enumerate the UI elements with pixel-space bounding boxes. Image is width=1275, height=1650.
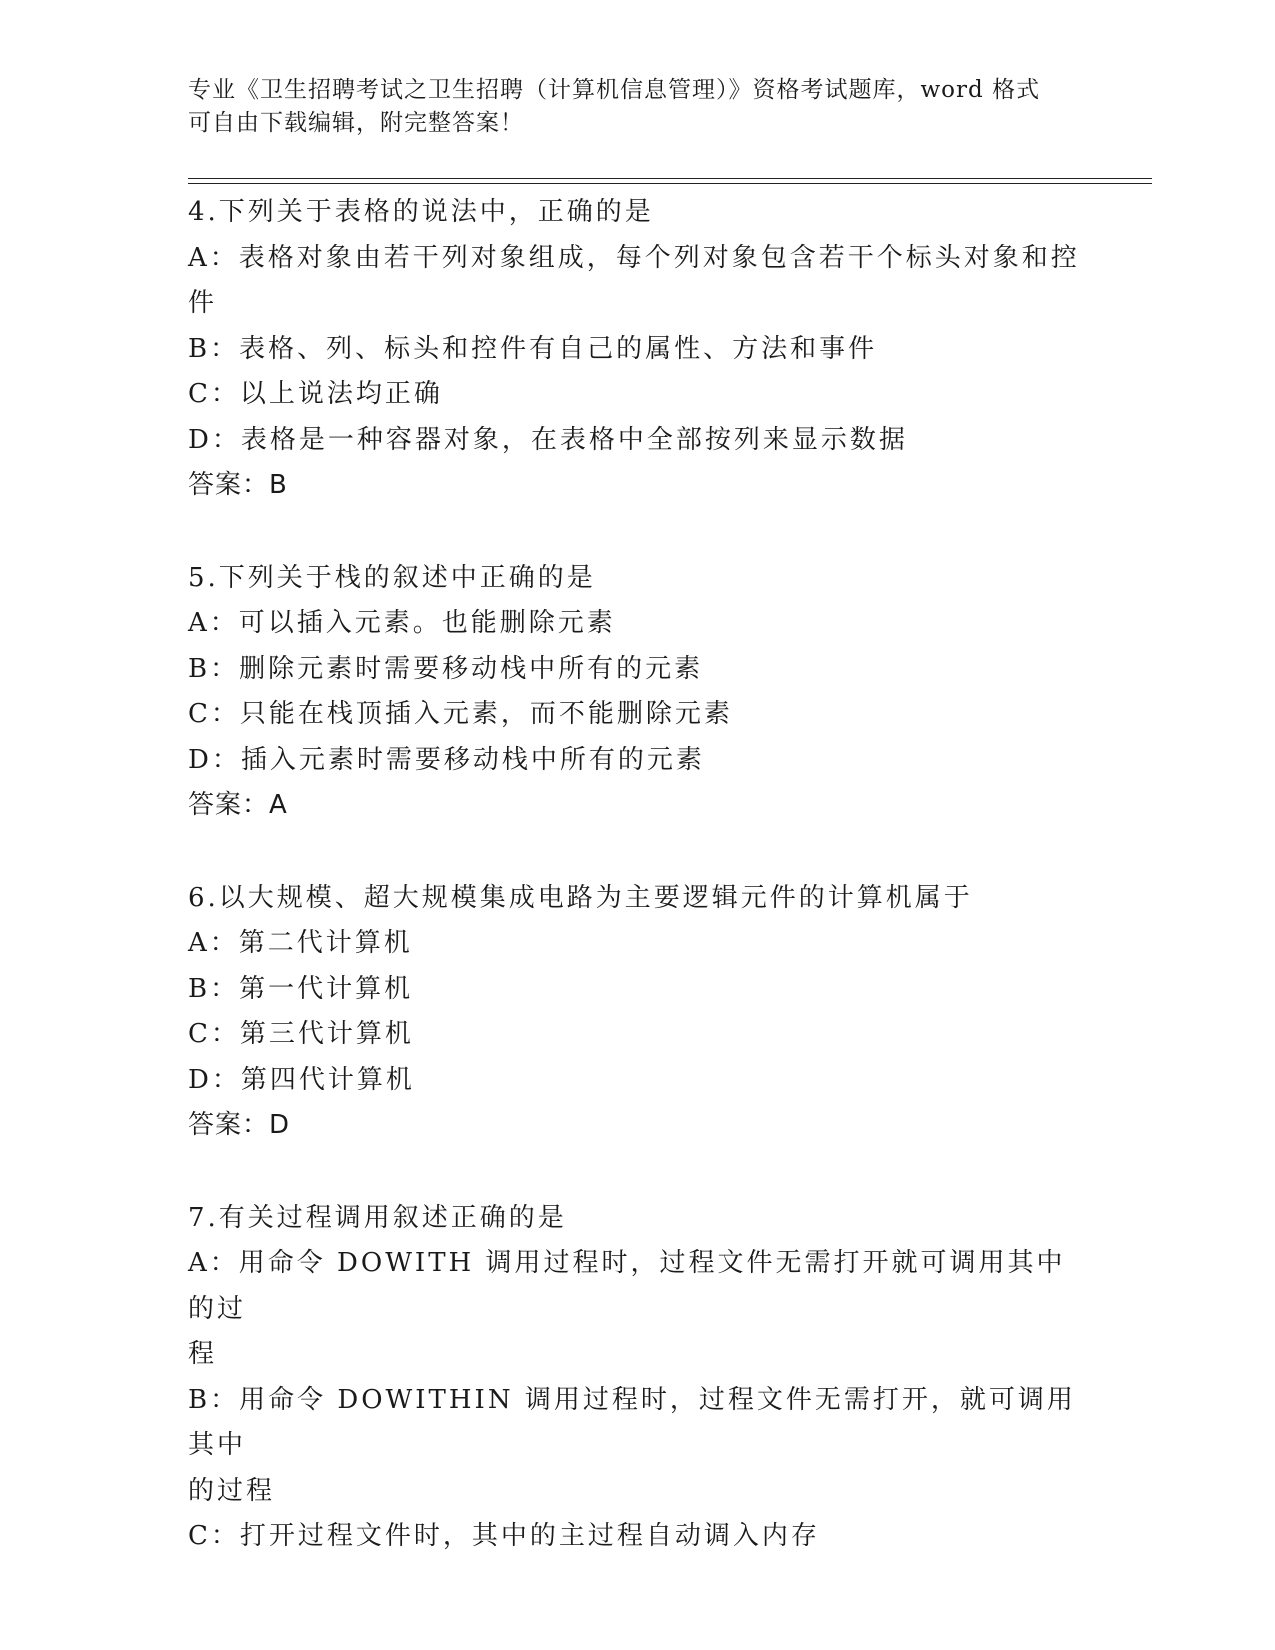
option-b: B：删除元素时需要移动栈中所有的元素 (188, 653, 704, 684)
question-stem: 4.下列关于表格的说法中，正确的是 (188, 197, 654, 227)
question-list (188, 190, 1088, 1607)
header-line-1: 专业《卫生招聘考试之卫生招聘（计算机信息管理）》资格考试题库，word 格式 (188, 77, 1041, 103)
option-b: B：第一代计算机 (188, 973, 414, 1004)
option-a: A：可以插入元素。也能删除元素 (188, 608, 616, 638)
question-stem: 7.有关过程调用叙述正确的是 (188, 1202, 567, 1233)
option-a: A：第二代计算机 (188, 928, 413, 958)
answer-line: 答案：A (188, 790, 288, 820)
header-line-2: 可自由下载编辑，附完整答案！ (188, 110, 524, 136)
option-d: D：表格是一种容器对象，在表格中全部按列来显示数据 (188, 424, 908, 455)
header-divider-top (188, 178, 1152, 179)
document-header (188, 74, 1068, 140)
question-stem: 6.以大规模、超大规模集成电路为主要逻辑元件的计算机属于 (188, 882, 973, 913)
option-a: A：用命令 DOWITH 调用过程时，过程文件无需打开就可调用其中的过 (188, 1248, 1066, 1324)
option-b-continued: 的过程 (188, 1475, 276, 1506)
option-c: C：以上说法均正确 (188, 379, 443, 409)
option-d: D：插入元素时需要移动栈中所有的元素 (188, 744, 705, 775)
question-7 (188, 1196, 1088, 1560)
option-b: B：用命令 DOWITHIN 调用过程时，过程文件无需打开，就可调用其中 (188, 1384, 1076, 1460)
option-a: A：表格对象由若干列对象组成，每个列对象包含若干个标头对象和控 (188, 242, 1080, 273)
option-b: B：表格、列、标头和控件有自己的属性、方法和事件 (188, 333, 878, 364)
question-stem: 5.下列关于栈的叙述中正确的是 (188, 562, 596, 593)
option-c: C：只能在栈顶插入元素，而不能删除元素 (188, 699, 733, 729)
option-a-continued: 件 (188, 288, 218, 318)
option-a-continued: 程 (188, 1339, 218, 1369)
answer-line: 答案：D (188, 1110, 291, 1140)
option-c: C：打开过程文件时，其中的主过程自动调入内存 (188, 1521, 820, 1551)
question-5 (188, 556, 1088, 829)
option-d: D：第四代计算机 (188, 1064, 415, 1095)
question-6 (188, 876, 1088, 1149)
option-c: C：第三代计算机 (188, 1019, 414, 1049)
header-divider-bottom (188, 183, 1152, 184)
question-4 (188, 190, 1088, 509)
answer-line: 答案：B (188, 470, 288, 500)
